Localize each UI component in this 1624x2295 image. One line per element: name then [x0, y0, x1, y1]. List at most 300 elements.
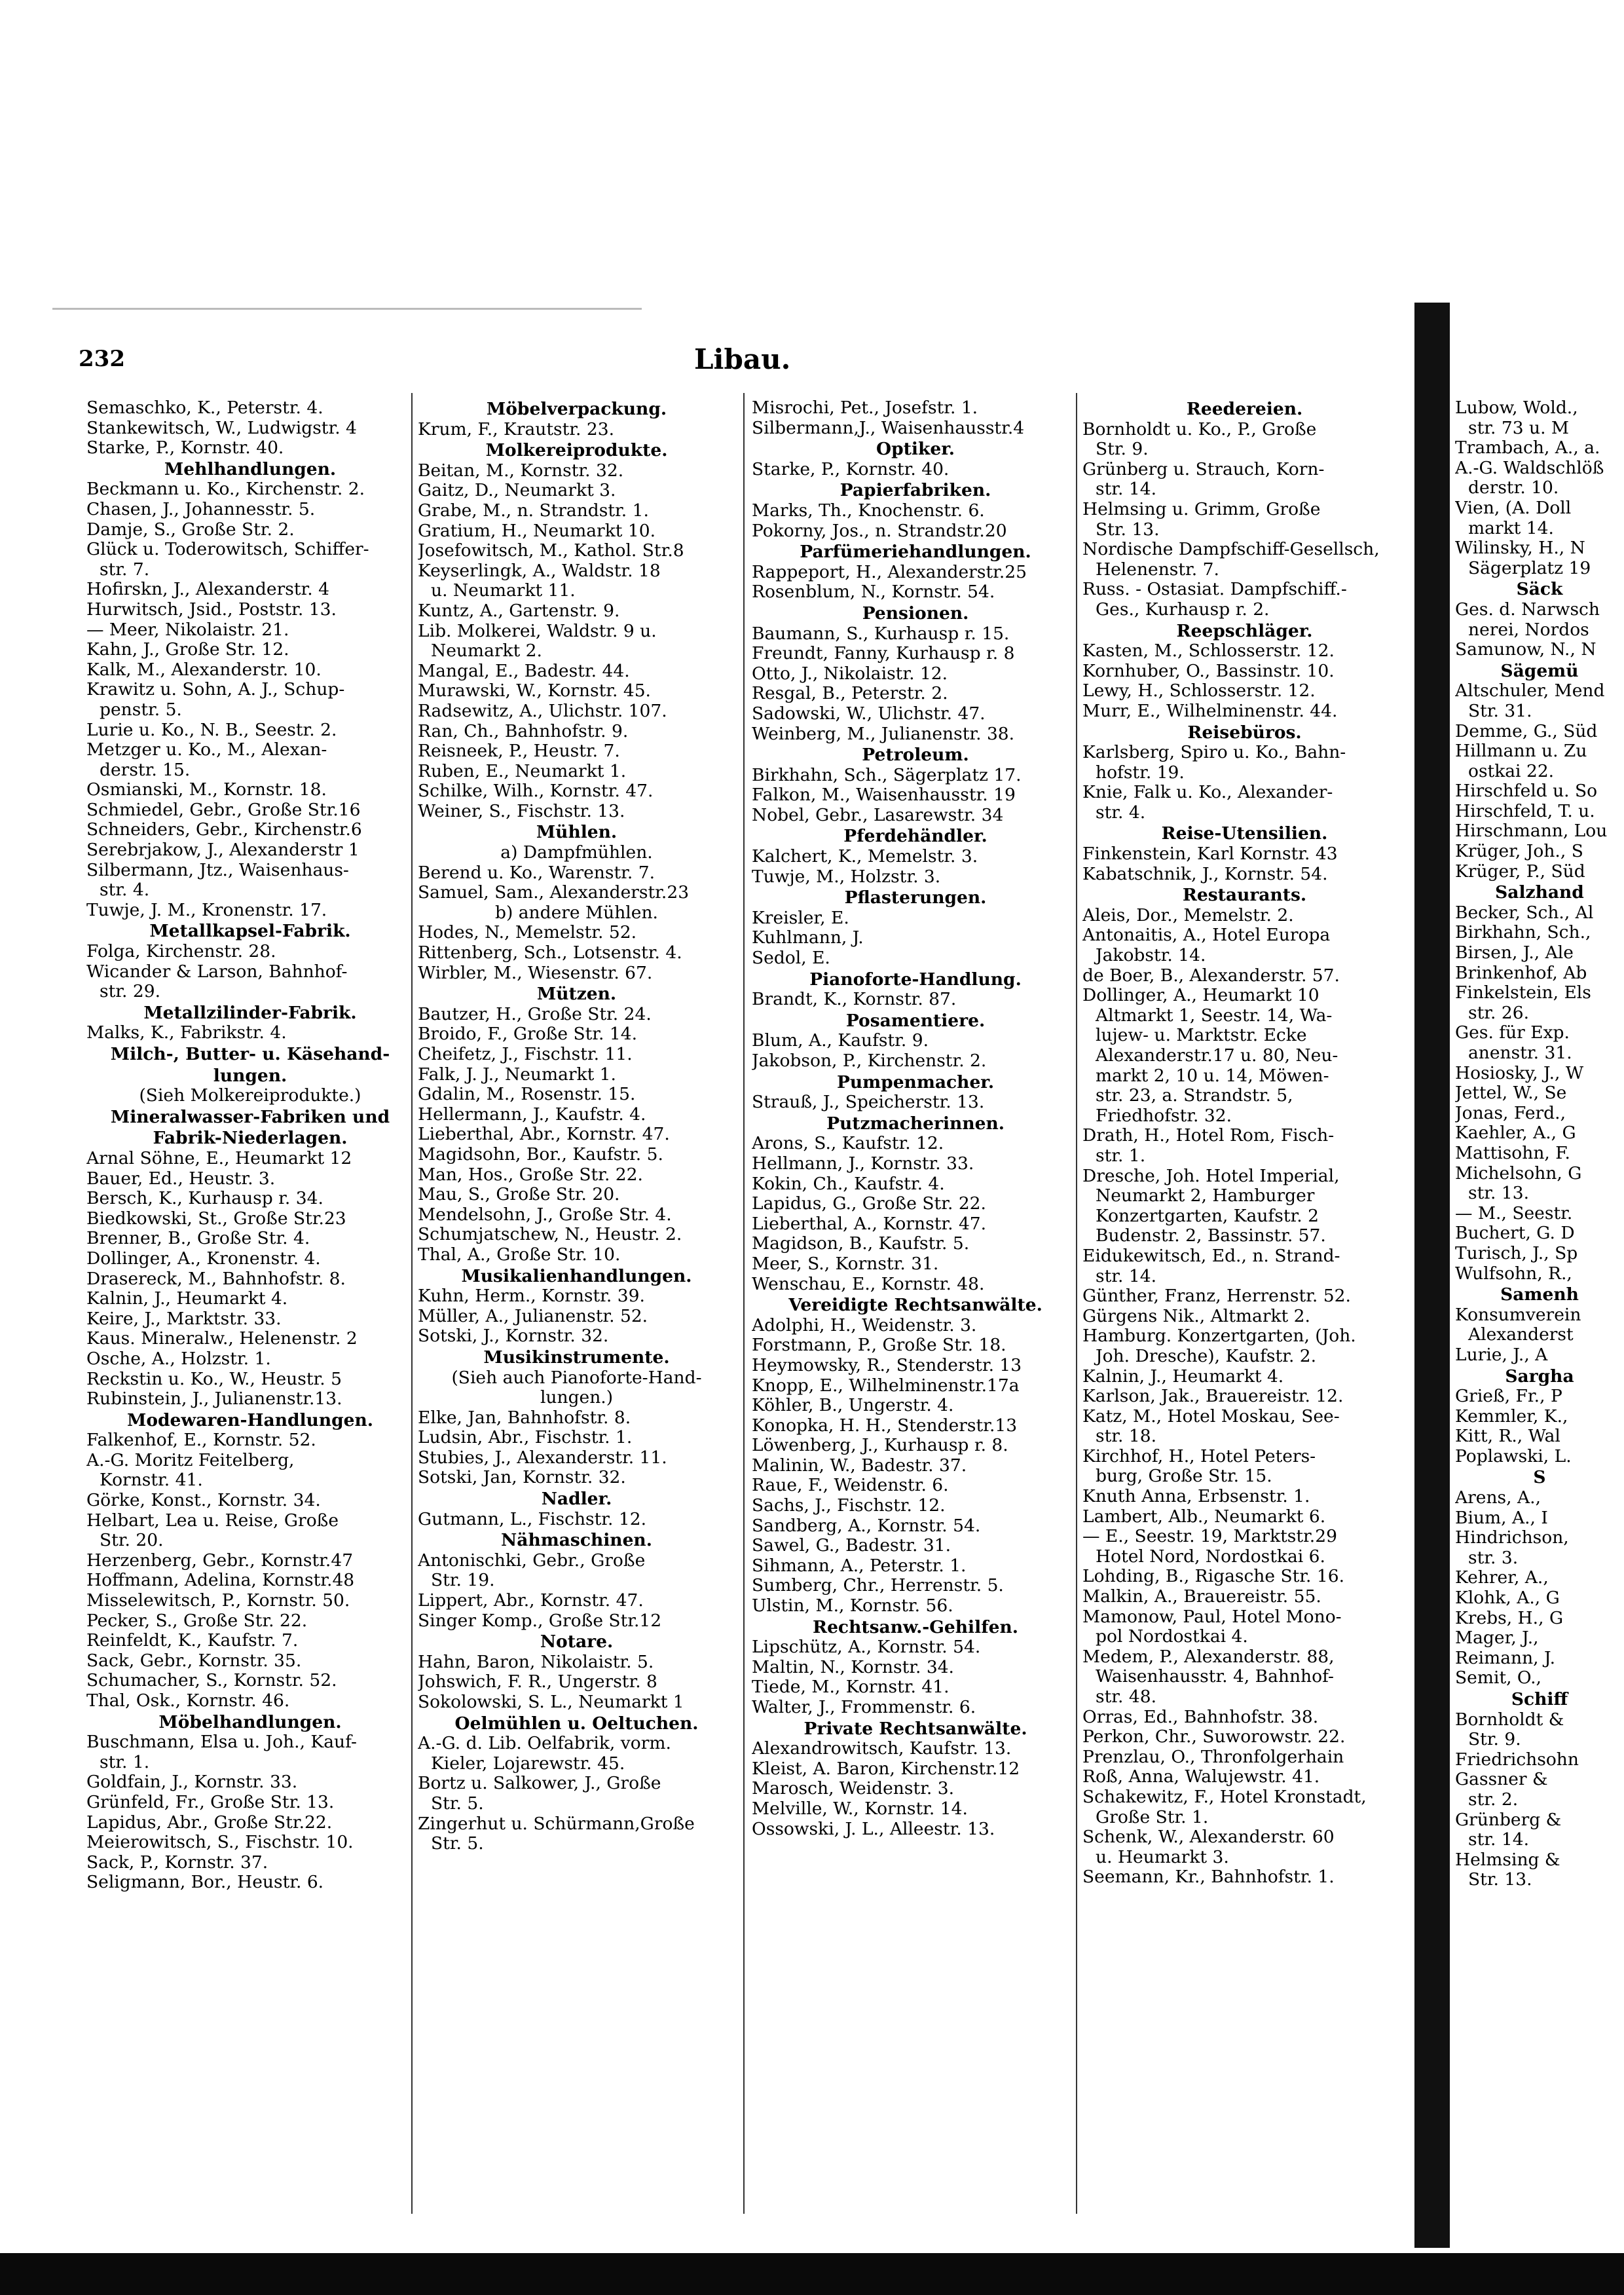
directory-entry: Glück u. Toderowitsch, Schiffer- [86, 540, 369, 560]
column-divider [743, 393, 745, 2214]
directory-entry: Ges. d. Narwsch [1455, 599, 1600, 620]
directory-entry: Alexandrowitsch, Kaufstr. 13. [752, 1739, 1012, 1759]
entry-continuation: Helenenstr. 7. [1096, 559, 1219, 580]
directory-entry: Bium, A., I [1455, 1508, 1548, 1528]
entry-continuation: Str. 19. [431, 1571, 495, 1591]
directory-entry: Kaus. Mineralw., Helenenstr. 2 [86, 1329, 358, 1349]
directory-entry: Reimann, J. [1455, 1648, 1556, 1668]
directory-entry: Beitan, M., Kornstr. 32. [418, 460, 624, 481]
directory-entry: Müller, A., Julianenstr. 52. [418, 1306, 648, 1326]
entry-continuation: Joh. Dresche), Kaufstr. 2. [1096, 1346, 1317, 1366]
directory-entry: Goldfain, J., Kornstr. 33. [86, 1772, 298, 1793]
section-heading: Mehlhandlungen. [164, 458, 337, 479]
directory-entry: Helmsing & [1455, 1850, 1560, 1870]
section-heading: Schiff [1511, 1689, 1568, 1709]
section-heading: Reisebüros. [1187, 722, 1302, 743]
directory-entry: Arons, S., Kaufstr. 12. [752, 1134, 944, 1154]
directory-entry: Beckmann u. Ko., Kirchenstr. 2. [86, 479, 365, 500]
directory-entry: Demme, G., Süd [1455, 721, 1598, 741]
entry-continuation: str. 14. [1096, 479, 1156, 500]
directory-entry: Hoffmann, Adelina, Kornstr.48 [86, 1571, 355, 1591]
directory-entry: Orras, Ed., Bahnhofstr. 38. [1082, 1707, 1319, 1727]
section-heading: Oelmühlen u. Oeltuchen. [454, 1713, 699, 1734]
directory-entry: Krum, F., Krautstr. 23. [418, 419, 615, 439]
directory-entry: Sachs, J., Fischstr. 12. [752, 1496, 946, 1516]
directory-entry: Misrochi, Pet., Josefstr. 1. [752, 398, 978, 418]
directory-entry: Blum, A., Kaufstr. 9. [752, 1031, 929, 1051]
directory-entry: Antonischki, Gebr., Große [418, 1550, 646, 1571]
section-heading: Mützen. [536, 984, 617, 1005]
directory-entry: Mangal, E., Badestr. 44. [418, 661, 630, 681]
entry-continuation: Hotel Nord, Nordostkai 6. [1096, 1546, 1325, 1567]
section-heading: Reedereien. [1186, 399, 1303, 419]
section-note: (Sieh auch Pianoforte-Hand- [451, 1368, 702, 1388]
directory-entry: Hellermann, J., Kaufstr. 4. [418, 1104, 646, 1125]
book-binding-shadow [1414, 303, 1450, 2248]
entry-continuation: markt 2, 10 u. 14, Möwen- [1096, 1066, 1329, 1086]
directory-entry: Grünfeld, Fr., Große Str. 13. [86, 1792, 335, 1812]
directory-entry: Freundt, Fanny, Kurhausp r. 8 [752, 644, 1015, 664]
directory-entry: de Boer, B., Alexanderstr. 57. [1082, 965, 1340, 986]
directory-entry: Grabe, M., n. Strandstr. 1. [418, 500, 649, 521]
entry-continuation: str. 13. [1468, 1184, 1529, 1204]
entry-continuation: derstr. 15. [100, 760, 191, 780]
directory-entry: Lapidus, Abr., Große Str.22. [86, 1812, 333, 1833]
directory-entry: Sihmann, A., Peterstr. 1. [752, 1556, 967, 1576]
section-heading: Optiker. [876, 439, 955, 460]
directory-entry: Sedol, E. [752, 948, 830, 969]
directory-entry: Maltin, N., Kornstr. 34. [752, 1657, 954, 1677]
directory-entry: Rappeport, H., Alexanderstr.25 [752, 562, 1027, 582]
entry-continuation: str. 23, a. Strandstr. 5, [1096, 1086, 1293, 1106]
section-heading: Modewaren-Handlungen. [127, 1409, 373, 1430]
directory-entry: Nordische Dampfschiff-Gesellsch, [1082, 540, 1380, 560]
directory-entry: Metzger u. Ko., M., Alexan- [86, 740, 327, 760]
directory-entry: Damje, S., Große Str. 2. [86, 519, 295, 540]
section-heading: Nähmaschinen. [501, 1530, 652, 1551]
section-heading: Nadler. [541, 1489, 612, 1510]
entry-continuation: Str. 5. [431, 1834, 484, 1854]
directory-entry: Grieß, Fr., P [1455, 1387, 1562, 1407]
entry-continuation: Sägerplatz 19 [1468, 558, 1591, 578]
directory-entry: Silbermann,J., Waisenhausstr.4 [752, 418, 1025, 438]
directory-entry: Schmiedel, Gebr., Große Str.16 [86, 800, 361, 820]
directory-entry: Kuntz, A., Gartenstr. 9. [418, 601, 620, 621]
directory-entry: Kalk, M., Alexanderstr. 10. [86, 660, 322, 680]
directory-entry: Gaitz, D., Neumarkt 3. [418, 481, 616, 501]
directory-entry: Falkenhof, E., Kornstr. 52. [86, 1430, 316, 1451]
directory-entry: Dollinger, A., Heumarkt 10 [1082, 986, 1320, 1006]
directory-entry: Arens, A., [1455, 1488, 1541, 1508]
directory-entry: Mager, J., [1455, 1628, 1539, 1649]
directory-entry: Berend u. Ko., Warenstr. 7. [418, 863, 655, 883]
section-heading: Restaurants. [1182, 885, 1307, 906]
directory-entry: Malkin, A., Brauereistr. 55. [1082, 1587, 1321, 1607]
directory-entry: Seemann, Kr., Bahnhofstr. 1. [1082, 1867, 1335, 1888]
section-heading: Musikalienhandlungen. [461, 1265, 692, 1286]
directory-entry: Helmsing u. Grimm, Große [1082, 499, 1321, 519]
directory-entry: Seligmann, Bor., Heustr. 6. [86, 1873, 324, 1893]
directory-entry: Sack, P., Kornstr. 37. [86, 1852, 268, 1873]
directory-entry: Wulfsohn, R., [1455, 1263, 1572, 1284]
directory-entry: Gratium, H., Neumarkt 10. [418, 521, 655, 541]
entry-continuation: str. 1. [100, 1752, 150, 1772]
entry-continuation: Jakobstr. 14. [1096, 946, 1206, 966]
entry-continuation: Budenstr. 2, Bassinstr. 57. [1096, 1226, 1326, 1246]
directory-entry: Resgal, B., Peterstr. 2. [752, 684, 948, 704]
directory-entry: Friedrichsohn [1455, 1749, 1579, 1770]
directory-entry: Lieberthal, Abr., Kornstr. 47. [418, 1125, 670, 1145]
section-heading: Metallzilinder-Fabrik. [143, 1002, 357, 1023]
directory-entry: Gdalin, M., Rosenstr. 15. [418, 1085, 636, 1105]
directory-entry: Baumann, S., Kurhausp r. 15. [752, 624, 1010, 644]
directory-entry: Johswich, F. R., Ungerstr. 8 [418, 1672, 657, 1692]
directory-entry: Pecker, S., Große Str. 22. [86, 1611, 308, 1631]
directory-entry: Kalnin, J., Heumarkt 4. [86, 1289, 288, 1309]
entry-continuation: str. 26. [1468, 1003, 1529, 1023]
directory-entry: Aleis, Dor., Memelstr. 2. [1082, 905, 1294, 925]
directory-entry: Sotski, Jan, Kornstr. 32. [418, 1468, 626, 1488]
directory-entry: Konopka, H. H., Stenderstr.13 [752, 1415, 1018, 1436]
directory-entry: Starke, P., Kornstr. 40. [752, 459, 950, 479]
directory-entry: Adolphi, H., Weidenstr. 3. [752, 1315, 977, 1335]
section-heading: Musikinstrumente. [483, 1347, 670, 1368]
directory-entry: Man, Hos., Große Str. 22. [418, 1165, 643, 1185]
section-note: (Sieh Molkereiprodukte.) [139, 1086, 361, 1106]
directory-entry: Rubinstein, J., Julianenstr.13. [86, 1389, 342, 1409]
entry-continuation: penstr. 5. [100, 700, 182, 720]
directory-entry: Karlsberg, Spiro u. Ko., Bahn- [1082, 743, 1346, 763]
directory-entry: Vien, (A. Doll [1455, 498, 1572, 518]
page-number: 232 [79, 346, 125, 372]
directory-entry: Arnal Söhne, E., Heumarkt 12 [86, 1148, 352, 1168]
directory-entry: Birkhahn, Sch., Sägerplatz 17. [752, 765, 1022, 785]
directory-entry: Kehrer, A., [1455, 1568, 1549, 1588]
directory-entry: Sumberg, Chr., Herrenstr. 5. [752, 1576, 1004, 1596]
directory-entry: Helbart, Lea u. Reise, Große [86, 1510, 339, 1531]
directory-entry: Lewy, H., Schlosserstr. 12. [1082, 681, 1316, 701]
directory-entry: Birkhahn, Sch., [1455, 923, 1591, 943]
section-heading: Posamentiere. [845, 1010, 986, 1031]
directory-entry: Mattisohn, F. [1455, 1143, 1570, 1163]
directory-entry: Schneiders, Gebr., Kirchenstr.6 [86, 820, 362, 840]
directory-entry: Wilinsky, H., N [1455, 538, 1585, 559]
directory-entry: Lib. Molkerei, Waldstr. 9 u. [418, 621, 657, 641]
directory-entry: Ruben, E., Neumarkt 1. [418, 761, 627, 781]
directory-entry: Semit, O., [1455, 1668, 1541, 1689]
directory-entry: — E., Seestr. 19, Marktstr.29 [1082, 1527, 1337, 1547]
directory-entry: Thal, Osk., Kornstr. 46. [86, 1691, 290, 1711]
directory-entry: Hirschfeld u. So [1455, 781, 1598, 802]
directory-entry: Tuwje, M., Holzstr. 3. [752, 867, 941, 887]
directory-entry: Samuel, Sam., Alexanderstr.23 [418, 883, 690, 903]
directory-entry: Brandt, K., Kornstr. 87. [752, 990, 957, 1010]
section-heading: Parfümeriehandlungen. [800, 542, 1031, 563]
entry-continuation: Neumarkt 2. [431, 641, 542, 662]
entry-continuation: hofstr. 19. [1096, 762, 1185, 783]
directory-entry: Brinkenhof, Ab [1455, 963, 1587, 983]
directory-entry: Marosch, Weidenstr. 3. [752, 1779, 954, 1799]
section-heading: Notare. [540, 1632, 614, 1652]
directory-entry: Kitt, R., Wal [1455, 1427, 1560, 1447]
directory-entry: Buschmann, Elsa u. Joh., Kauf- [86, 1732, 357, 1753]
directory-entry: Birsen, J., Ale [1455, 943, 1574, 963]
directory-entry: Zingerhut u. Schürmann,Große [418, 1814, 695, 1834]
section-heading: Samenh [1500, 1284, 1579, 1305]
directory-entry: Buchert, G. D [1455, 1223, 1575, 1244]
directory-entry: A.-G. Waldschlöß [1455, 458, 1604, 478]
directory-entry: Hirschfeld, T. u. [1455, 801, 1595, 821]
directory-entry: Broido, F., Große Str. 14. [418, 1024, 638, 1045]
directory-entry: Forstmann, P., Große Str. 18. [752, 1335, 1006, 1356]
directory-entry: Kornhuber, O., Bassinstr. 10. [1082, 661, 1335, 681]
entry-continuation: str. 1. [1096, 1146, 1146, 1166]
entry-continuation: str. 4. [1096, 802, 1146, 823]
page-header [0, 343, 1467, 379]
directory-entry: Grünberg & [1455, 1810, 1562, 1830]
directory-entry: Dollinger, A., Kronenstr. 4. [86, 1248, 321, 1269]
directory-entry: Hindrichson, [1455, 1528, 1569, 1548]
directory-entry: Mendelsohn, J., Große Str. 4. [418, 1204, 672, 1225]
directory-entry: Folga, Kirchenstr. 28. [86, 942, 276, 962]
section-heading: Pflasterungen. [844, 887, 987, 908]
directory-entry: Roß, Anna, Walujewstr. 41. [1082, 1767, 1320, 1787]
directory-entry: — M., Seestr. [1455, 1203, 1573, 1223]
entry-continuation: nerei, Nordos [1468, 620, 1589, 640]
section-heading: Papierfabriken. [840, 480, 991, 501]
directory-entry: Ludsin, Abr., Fischstr. 1. [418, 1428, 633, 1448]
directory-entry: Tiede, M., Kornstr. 41. [752, 1677, 950, 1698]
directory-entry: Marks, Th., Knochenstr. 6. [752, 500, 985, 521]
directory-entry: Cheifetz, J., Fischstr. 11. [418, 1045, 633, 1064]
directory-column-3 [752, 398, 1079, 1839]
directory-entry: Turisch, J., Sp [1455, 1243, 1578, 1263]
directory-entry: Kuhn, Herm., Kornstr. 39. [418, 1286, 645, 1307]
print-smudge [52, 308, 642, 310]
directory-entry: Lapidus, G., Große Str. 22. [752, 1194, 986, 1214]
directory-entry: Finkenstein, Karl Kornstr. 43 [1082, 844, 1338, 865]
section-heading: Säck [1516, 579, 1563, 600]
directory-entry: Lurie, J., A [1455, 1345, 1548, 1365]
entry-continuation: lujew- u. Marktstr. Ecke [1096, 1026, 1307, 1046]
directory-entry: A.-G. d. Lib. Oelfabrik, vorm. [418, 1734, 671, 1754]
entry-continuation: Str. 13. [1468, 1870, 1532, 1890]
directory-entry: Kleist, A. Baron, Kirchenstr.12 [752, 1759, 1020, 1779]
directory-entry: Osche, A., Holzstr. 1. [86, 1349, 271, 1369]
directory-entry: Finkelstein, Els [1455, 983, 1591, 1003]
directory-entry: Kaehler, A., G [1455, 1123, 1576, 1144]
directory-entry: Raue, F., Weidenstr. 6. [752, 1476, 949, 1496]
directory-entry: Weiner, S., Fischstr. 13. [418, 801, 625, 821]
directory-entry: Kasten, M., Schlosserstr. 12. [1082, 641, 1335, 662]
entry-continuation: Str. 31. [1468, 701, 1532, 721]
directory-entry: Bornholdt & [1455, 1709, 1564, 1730]
entry-continuation: str. 14. [1468, 1830, 1529, 1850]
entry-continuation: Str. 20. [100, 1531, 164, 1551]
directory-entry: Rosenblum, N., Kornstr. 54. [752, 582, 995, 603]
directory-entry: Semaschko, K., Peterstr. 4. [86, 398, 323, 418]
directory-entry: Knie, Falk u. Ko., Alexander- [1082, 783, 1333, 803]
directory-entry: Bautzer, H., Große Str. 24. [418, 1004, 652, 1024]
directory-entry: Brenner, B., Große Str. 4. [86, 1229, 310, 1249]
directory-entry: Krawitz u. Sohn, A. J., Schup- [86, 680, 345, 700]
directory-entry: Dresche, Joh. Hotel Imperial, [1082, 1166, 1340, 1186]
directory-entry: A.-G. Moritz Feitelberg, [86, 1450, 295, 1470]
entry-continuation: str. 3. [1468, 1548, 1519, 1568]
directory-entry: Wicander & Larson, Bahnhof- [86, 961, 348, 982]
directory-entry: Bortz u. Salkower, J., Große [418, 1774, 661, 1794]
directory-entry: Meer, S., Kornstr. 31. [752, 1254, 939, 1274]
directory-entry: Heymowsky, R., Stenderstr. 13 [752, 1355, 1022, 1375]
directory-entry: Kirchhof, H., Hotel Peters- [1082, 1446, 1316, 1466]
directory-entry: Kreisler, E. [752, 908, 849, 928]
directory-entry: Kemmler, K., [1455, 1406, 1568, 1427]
directory-entry: Hillmann u. Zu [1455, 741, 1587, 762]
directory-entry: Bersch, K., Kurhausp r. 34. [86, 1189, 323, 1209]
directory-entry: Malks, K., Fabrikstr. 4. [86, 1023, 287, 1043]
section-heading: Metallkapsel-Fabrik. [149, 921, 351, 942]
directory-entry: Magidsohn, Bor., Kaufstr. 5. [418, 1144, 663, 1165]
directory-column-1 [86, 398, 414, 1893]
directory-entry: Schumjatschew, N., Heustr. 2. [418, 1225, 682, 1245]
directory-entry: Krüger, Joh., S [1455, 842, 1583, 862]
section-note: a) Dampfmühlen. [500, 843, 653, 863]
section-heading: Petroleum. [862, 745, 969, 766]
directory-entry: Köhler, B., Ungerstr. 4. [752, 1396, 954, 1416]
directory-entry: Russ. - Ostasiat. Dampfschiff.- [1082, 580, 1347, 600]
entry-continuation: anenstr. 31. [1468, 1043, 1572, 1063]
directory-entry: Lambert, Alb., Neumarkt 6. [1082, 1506, 1326, 1527]
entry-continuation: Kieler, Lojarewstr. 45. [431, 1753, 625, 1774]
directory-entry: Schakewitz, F., Hotel Kronstadt, [1082, 1787, 1367, 1807]
directory-entry: Tuwje, J. M., Kronenstr. 17. [86, 900, 327, 920]
directory-entry: Weinberg, M., Julianenstr. 38. [752, 724, 1015, 744]
directory-entry: Radsewitz, A., Ulichstr. 107. [418, 701, 667, 721]
directory-entry: Lubow, Wold., [1455, 398, 1578, 418]
entry-continuation: pol Nordostkai 4. [1096, 1627, 1248, 1647]
entry-continuation: str. 18. [1096, 1427, 1156, 1447]
section-heading: Vereidigte Rechtsanwälte. [788, 1295, 1043, 1316]
entry-continuation: Waisenhausstr. 4, Bahnhof- [1096, 1667, 1334, 1687]
directory-entry: Görke, Konst., Kornstr. 34. [86, 1491, 321, 1511]
section-heading: Fabrik-Niederlagen. [153, 1128, 348, 1149]
directory-entry: Kalnin, J., Heumarkt 4. [1082, 1366, 1284, 1387]
directory-entry: Kalchert, K., Memelstr. 3. [752, 847, 978, 867]
directory-entry: Kabatschnik, J., Kornstr. 54. [1082, 864, 1328, 884]
directory-entry: Gutmann, L., Fischstr. 12. [418, 1509, 647, 1529]
directory-entry: Günther, Franz, Herrenstr. 52. [1082, 1286, 1351, 1307]
directory-entry: Reckstin u. Ko., W., Heustr. 5 [86, 1369, 342, 1389]
entry-continuation: str. 14. [1096, 1266, 1156, 1286]
directory-entry: Sack, Gebr., Kornstr. 35. [86, 1651, 302, 1671]
directory-entry: Reinfeldt, K., Kaufstr. 7. [86, 1631, 299, 1651]
directory-entry: — Meer, Nikolaistr. 21. [86, 620, 289, 640]
directory-entry: Hirschmann, Lou [1455, 821, 1608, 842]
directory-entry: Kuhlmann, J. [752, 928, 864, 948]
section-heading: Private Rechtsanwälte. [803, 1718, 1027, 1739]
section-heading: Reise-Utensilien. [1161, 823, 1328, 844]
directory-entry: Lurie u. Ko., N. B., Seestr. 2. [86, 720, 337, 740]
directory-entry: Karlson, Jak., Brauereistr. 12. [1082, 1387, 1344, 1407]
directory-entry: Pokorny, Jos., n. Strandstr.20 [752, 521, 1007, 541]
directory-column-4 [1082, 398, 1407, 1888]
section-heading: Milch-, Butter- u. Käsehand- [110, 1044, 390, 1064]
entry-continuation: Str. 5. [431, 1793, 484, 1814]
directory-entry: Mau, S., Große Str. 20. [418, 1185, 620, 1205]
directory-entry: Murr, E., Wilhelminenstr. 44. [1082, 701, 1338, 721]
directory-entry: Lohding, B., Rigasche Str. 16. [1082, 1567, 1345, 1587]
directory-entry: Lipschütz, A., Kornstr. 54. [752, 1637, 981, 1658]
section-heading: Pianoforte-Handlung. [809, 969, 1022, 990]
directory-entry: Kokin, Ch., Kaufstr. 4. [752, 1174, 945, 1194]
directory-entry: Sandberg, A., Kornstr. 54. [752, 1516, 981, 1536]
directory-entry: Michelsohn, G [1455, 1163, 1582, 1184]
directory-entry: Kahn, J., Große Str. 12. [86, 640, 289, 660]
directory-entry: Antonaitis, A., Hotel Europa [1082, 925, 1331, 946]
directory-entry: Hellmann, J., Kornstr. 33. [752, 1153, 974, 1174]
section-heading: Rechtsanw.-Gehilfen. [813, 1616, 1018, 1637]
directory-entry: Malinin, W., Badestr. 37. [752, 1455, 967, 1476]
directory-entry: Krebs, H., G [1455, 1608, 1564, 1628]
scan-border [0, 2253, 1624, 2295]
facing-page-column [1455, 398, 1624, 1890]
section-heading: Sägemü [1500, 660, 1579, 681]
entry-continuation: Große Str. 1. [1096, 1807, 1209, 1827]
directory-entry: Falkon, M., Waisenhausstr. 19 [752, 785, 1016, 806]
section-heading: Mühlen. [536, 822, 618, 843]
directory-entry: Becker, Sch., Al [1455, 903, 1594, 923]
directory-entry: Drasereck, M., Bahnhofstr. 8. [86, 1269, 346, 1289]
city-title: Libau. [694, 343, 791, 375]
directory-entry: Trambach, A., a. [1455, 438, 1600, 458]
directory-entry: Stankewitsch, W., Ludwigstr. 4 [86, 418, 357, 438]
entry-continuation: u. Neumarkt 11. [431, 581, 576, 601]
directory-entry: Lippert, Abr., Kornstr. 47. [418, 1591, 644, 1611]
directory-entry: Misselewitsch, P., Kornstr. 50. [86, 1591, 350, 1611]
section-heading: Reepschläger. [1176, 620, 1313, 641]
directory-entry: Wirbler, M., Wiesenstr. 67. [418, 963, 653, 983]
entry-continuation: Konzertgarten, Kaufstr. 2 [1096, 1206, 1319, 1226]
directory-entry: Rittenberg, Sch., Lotsenstr. 4. [418, 943, 682, 963]
section-heading: Mineralwasser-Fabriken und [110, 1106, 390, 1127]
directory-entry: Chasen, J., Johannesstr. 5. [86, 499, 316, 519]
section-heading: Sargha [1505, 1366, 1574, 1387]
section-heading: Putzmacherinnen. [826, 1113, 1005, 1134]
directory-entry: Hamburg. Konzertgarten, (Joh. [1082, 1326, 1356, 1347]
directory-entry: Ossowski, J. L., Alleestr. 13. [752, 1819, 995, 1839]
directory-entry: Walter, J., Frommenstr. 6. [752, 1698, 976, 1717]
section-heading: Salzhand [1495, 882, 1584, 903]
directory-entry: Hurwitsch, Jsid., Poststr. 13. [86, 599, 337, 620]
directory-entry: Hosiosky, J., W [1455, 1063, 1584, 1083]
directory-entry: Sawel, G., Badestr. 31. [752, 1536, 951, 1556]
entry-continuation: Altmarkt 1, Seestr. 14, Wa- [1096, 1005, 1333, 1026]
directory-entry: Poplawski, L. [1455, 1446, 1572, 1466]
directory-entry: Samunow, N., N [1455, 640, 1596, 660]
directory-entry: Melville, W., Kornstr. 14. [752, 1799, 968, 1819]
section-note: lungen.) [540, 1388, 614, 1408]
directory-entry: Herzenberg, Gebr., Kornstr.47 [86, 1550, 354, 1571]
directory-entry: Sokolowski, S. L., Neumarkt 1 [418, 1692, 684, 1712]
directory-entry: Ges. für Exp. [1455, 1023, 1570, 1043]
directory-entry: Schenk, W., Alexanderstr. 60 [1082, 1827, 1335, 1848]
directory-column-2 [418, 398, 735, 1854]
directory-entry: Katz, M., Hotel Moskau, See- [1082, 1406, 1340, 1427]
directory-entry: Thal, A., Große Str. 10. [418, 1244, 621, 1265]
directory-entry: Serebrjakow, J., Alexanderstr 1 [86, 840, 360, 861]
directory-entry: Biedkowski, St., Große Str.23 [86, 1208, 346, 1229]
directory-entry: Ran, Ch., Bahnhofstr. 9. [418, 721, 629, 741]
